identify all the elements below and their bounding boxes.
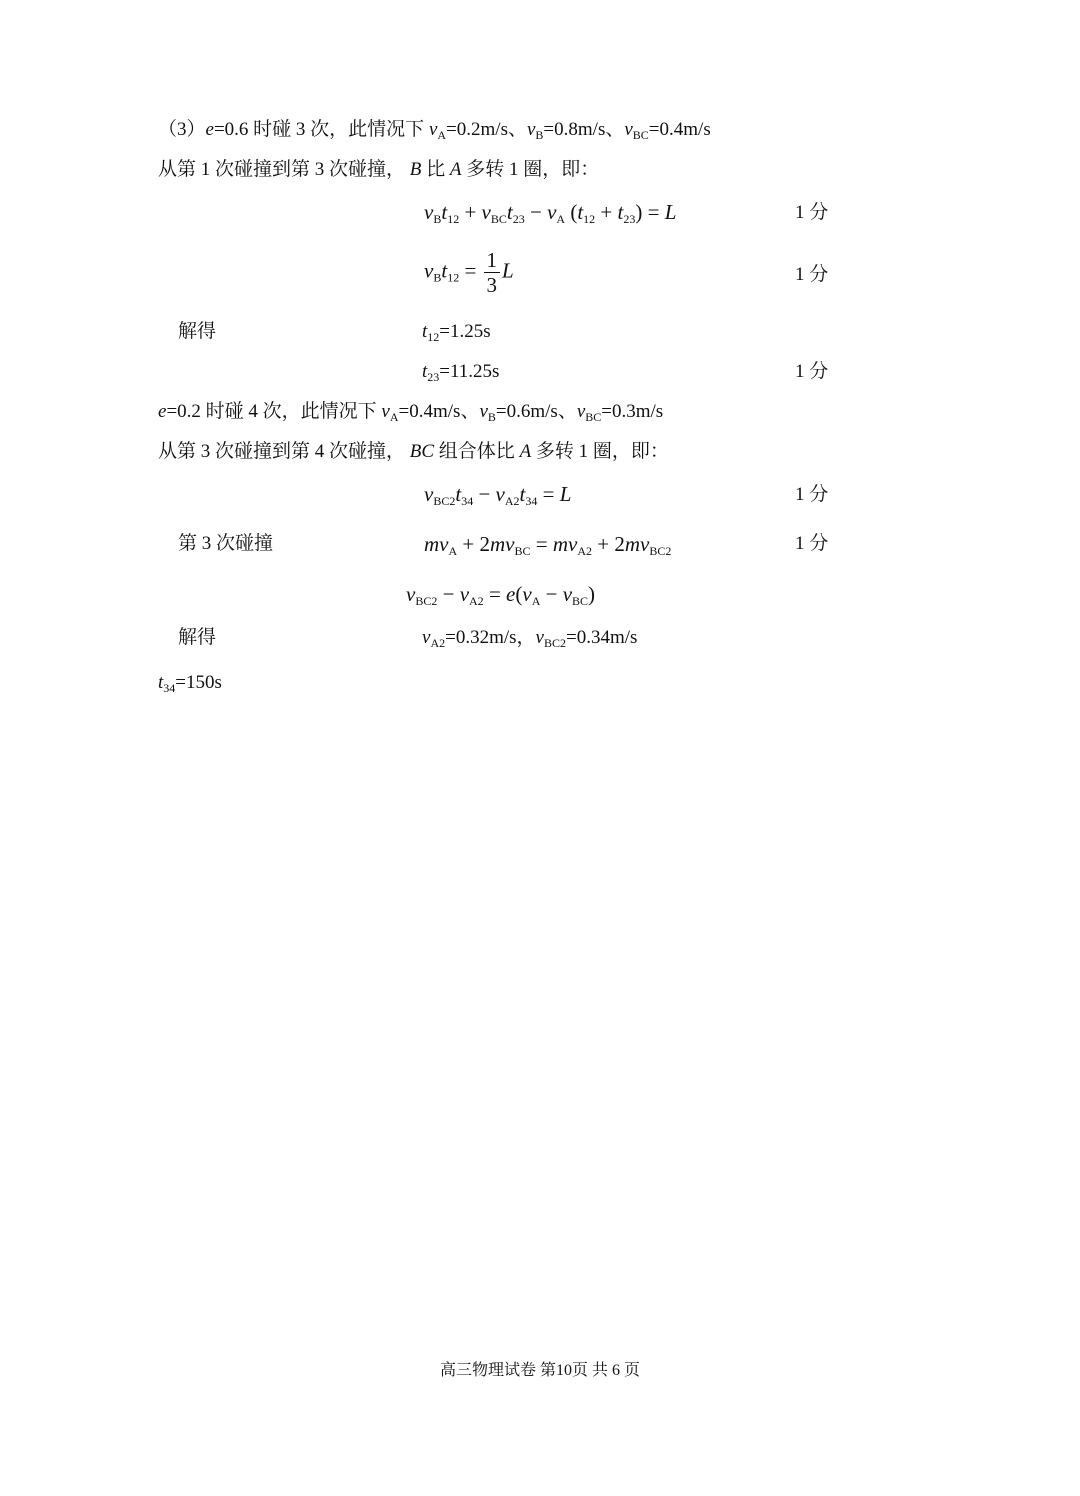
b-vs-a-line	[158, 158, 599, 182]
equation-4: $mv_A + 2mv_{BC} = mv_{A2} + 2mv_{BC2}$	[424, 532, 672, 558]
equation-5: $v_{BC2} - v_{A2} = e(v_A - v_{BC})$	[406, 582, 596, 608]
equation-3: $v_{BC2}t_{34} - v_{A2}t_{34} = L$	[424, 482, 572, 508]
t12-result: $t_{12}=1.25s$	[422, 321, 491, 344]
line6-mid: 组合体比	[434, 441, 520, 462]
collision3-label: 第 3 次碰撞	[178, 533, 274, 554]
fraction-one-third: $\frac{1}{3}$	[484, 248, 501, 297]
vb2-value: =0.6m/s、	[495, 401, 577, 422]
line6-pre: 从第 3 次碰撞到第 4 次碰撞，	[158, 441, 406, 462]
line2-a: A	[449, 159, 462, 180]
bc-vs-a-line	[158, 440, 669, 464]
part3-line: （3）e=0.6 时碰 3 次，此情况下 $v_A=0.2m/s$、$v_B=0.8m/s$、$v_{BC}=0.4m/s$	[158, 119, 711, 142]
score-1: 1 分	[795, 202, 829, 223]
solve-label-2: 解得	[178, 627, 217, 648]
t23-result: $t_{23}=11.25s$	[422, 361, 500, 384]
equation-2: $v_Bt_{12}$ = $\frac{1}{3}$ L	[424, 248, 514, 297]
line2-post: 多转 1 圈，即：	[461, 159, 600, 180]
score-2: 1 分	[795, 264, 829, 285]
t23-value: =11.25s	[439, 361, 500, 382]
case2-line: e=0.2 时碰 4 次，此情况下 $v_A=0.4m/s$、$v_B=0.6m/s$、$v_{BC}=0.3m/s$	[158, 401, 664, 424]
vbc2-value: =0.3m/s	[601, 401, 664, 422]
equation-1: $v_Bt_{12} + v_{BC}t_{23} - v_A$ $(t_{12} + t_{23}) = L$	[424, 200, 677, 226]
e2-value: =0.2	[166, 401, 201, 422]
t12-value: =1.25s	[439, 321, 491, 342]
line6-post: 多转 1 圈，即：	[531, 441, 669, 462]
velocity-results: $v_{A2}=0.32m/s$，$v_{BC2}=0.34m/s$	[422, 627, 638, 650]
part-label: （3）	[158, 119, 206, 140]
line2-mid: 比	[421, 159, 450, 180]
va2-value: =0.4m/s、	[398, 401, 480, 422]
score-4: 1 分	[795, 484, 829, 505]
vb-value: =0.8m/s、	[543, 119, 625, 140]
page-footer: 高三物理试卷 第10页 共 6 页	[439, 1362, 640, 1379]
t34-value: =150s	[175, 672, 222, 693]
va-value: =0.2m/s、	[446, 119, 527, 140]
vbc2-result: =0.34m/s	[565, 627, 638, 648]
score-3: 1 分	[795, 361, 829, 382]
case-text: 时碰 3 次，此情况下	[248, 119, 429, 140]
t34-result: $t_{34}=150s$	[158, 672, 222, 695]
line6-a: A	[519, 441, 532, 462]
case2-text: 时碰 4 次，此情况下	[200, 401, 382, 422]
solve-label-1: 解得	[178, 321, 217, 342]
vbc-value: =0.4m/s	[648, 119, 711, 140]
line6-bc: BC	[409, 441, 435, 462]
line2-pre: 从第 1 次碰撞到第 3 次碰撞，	[158, 159, 406, 180]
score-5: 1 分	[795, 533, 829, 554]
line2-b: B	[409, 159, 422, 180]
e-value: =0.6	[213, 119, 249, 140]
va2-result: =0.32m/s，	[445, 627, 536, 648]
